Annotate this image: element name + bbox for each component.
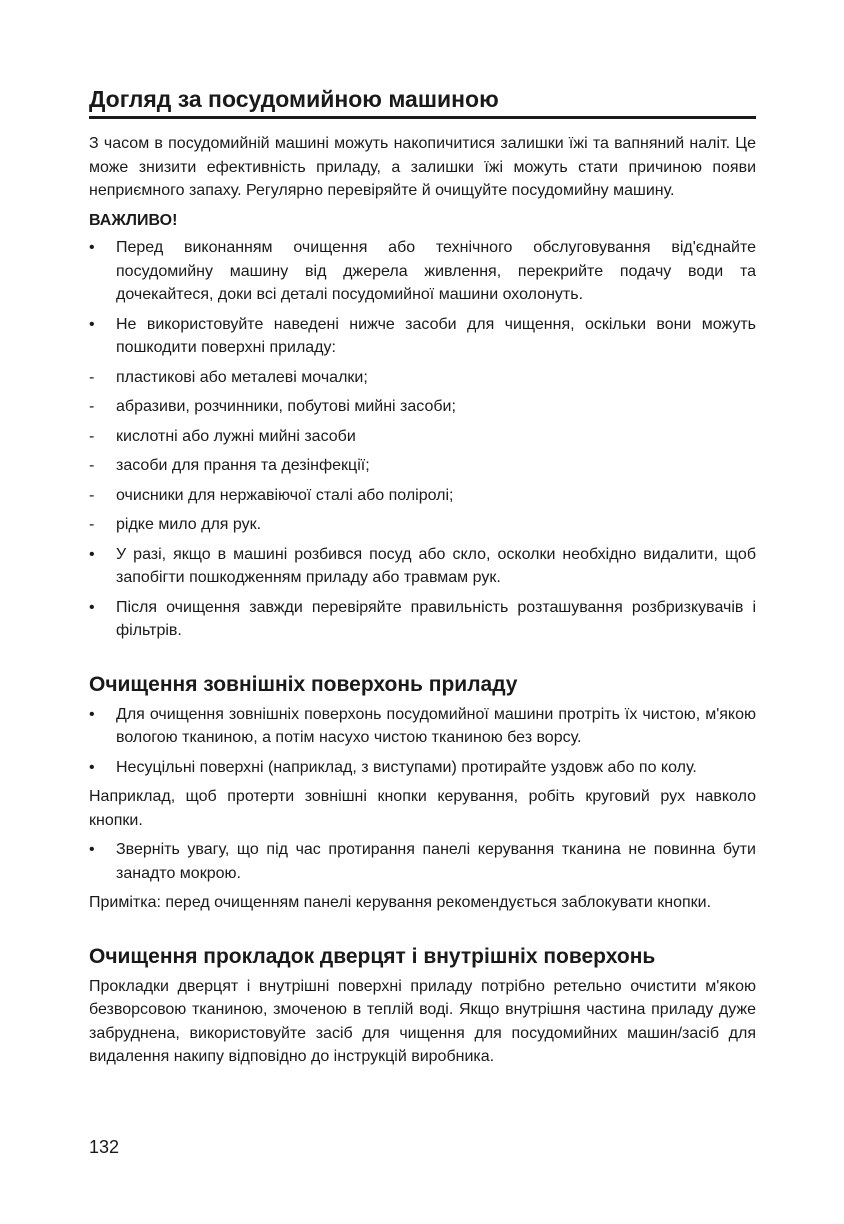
list-item [89, 313, 756, 360]
list-item-text: очисники для нержавіючої сталі або поліролі; [116, 486, 454, 504]
list-item [89, 484, 756, 508]
exterior-list-b [89, 838, 756, 885]
list-item-text: Зверніть увагу, що під час протирання панелі керування тканина не повинна бути занадто мокрою. [116, 841, 756, 882]
list-item-text: Несуцільні поверхні (наприклад, з виступами) протирайте уздовж або по колу. [116, 758, 697, 776]
note-paragraph: Примітка: перед очищенням панелі керування рекомендується заблокувати кнопки. [89, 894, 712, 911]
exterior-list-a [89, 703, 756, 780]
section-heading-exterior: Очищення зовнішніх поверхонь приладу [89, 672, 518, 696]
dash-marker: - [89, 516, 95, 533]
important-label: ВАЖЛИВО! [89, 211, 178, 229]
list-item [89, 838, 756, 885]
list-item-text: кислотні або лужні мийні засоби [116, 427, 356, 445]
intro-paragraph: З часом в посудомийній машині можуть накопичитися залишки їжі та вапняний наліт. Це може знизити ефективність приладу, а залишки їжі можуть стати причиною появи неприємного запаху. Регулярно перевіряйте й очищуйте посудомийну машину. [89, 135, 756, 199]
important-list [89, 236, 756, 643]
bullet-marker: • [89, 705, 95, 723]
section-heading-gaskets: Очищення прокладок дверцят і внутрішніх поверхонь [89, 944, 656, 968]
list-item-text: Після очищення завжди перевіряйте правильність розташування розбризкувачів і фільтрів. [116, 598, 756, 639]
list-item [89, 596, 756, 643]
page-number: 132 [89, 1137, 120, 1157]
dash-marker: - [89, 398, 95, 415]
list-item-text: Для очищення зовнішніх поверхонь посудомийної машини протріть їх чистою, м'якою вологою тканиною, а потім насухо чистою тканиною без ворсу. [116, 705, 756, 746]
title-underline [89, 116, 756, 119]
list-item [89, 395, 756, 419]
list-item [89, 513, 756, 537]
list-item-text: абразиви, розчинники, побутові мийні засоби; [116, 398, 456, 415]
bullet-marker: • [89, 841, 95, 858]
bullet-marker: • [89, 239, 95, 256]
bullet-marker: • [89, 758, 95, 776]
dash-marker: - [89, 427, 95, 445]
list-item-text: Не використовуйте наведені нижче засоби для чищення, оскільки вони можуть пошкодити поверхні приладу: [116, 315, 756, 356]
bullet-marker: • [89, 545, 95, 563]
list-item [89, 425, 756, 449]
list-item [89, 703, 756, 750]
list-item [89, 543, 756, 590]
bullet-marker: • [89, 315, 95, 333]
list-item [89, 756, 756, 780]
list-item [89, 454, 756, 478]
example-paragraph: Наприклад, щоб протерти зовнішні кнопки керування, робіть круговий рух навколо кнопки. [89, 788, 756, 829]
list-item-text: рідке мило для рук. [116, 516, 262, 533]
list-item-text: пластикові або металеві мочалки; [116, 368, 368, 386]
dash-marker: - [89, 457, 95, 474]
page-title: Догляд за посудомийною машиною [89, 86, 499, 112]
list-item-text: У разі, якщо в машині розбився посуд або скло, осколки необхідно видалити, щоб запобігти пошкодженням приладу або травмам рук. [116, 545, 756, 586]
dash-marker: - [89, 368, 95, 386]
list-item [89, 236, 756, 307]
list-item-text: Перед виконанням очищення або технічного обслуговування від'єднайте посудомийну машину від джерела живлення, перекрийте подачу води та дочекайтеся, доки всі деталі посудомийної машини охолонуть. [116, 239, 756, 303]
list-item-text: засоби для прання та дезінфекції; [116, 457, 370, 474]
list-item [89, 366, 756, 390]
dash-marker: - [89, 486, 95, 504]
page-content [89, 84, 756, 1075]
gaskets-paragraph: Прокладки дверцят і внутрішні поверхні приладу потрібно ретельно очистити м'якою безворсовою тканиною, змоченою в теплій воді. Якщо внутрішня частина приладу дуже забруднена, використовуйте засіб для чищення для посудомийних машин/засіб для видалення накипу відповідно до інструкцій виробника. [89, 977, 756, 1065]
bullet-marker: • [89, 598, 95, 616]
